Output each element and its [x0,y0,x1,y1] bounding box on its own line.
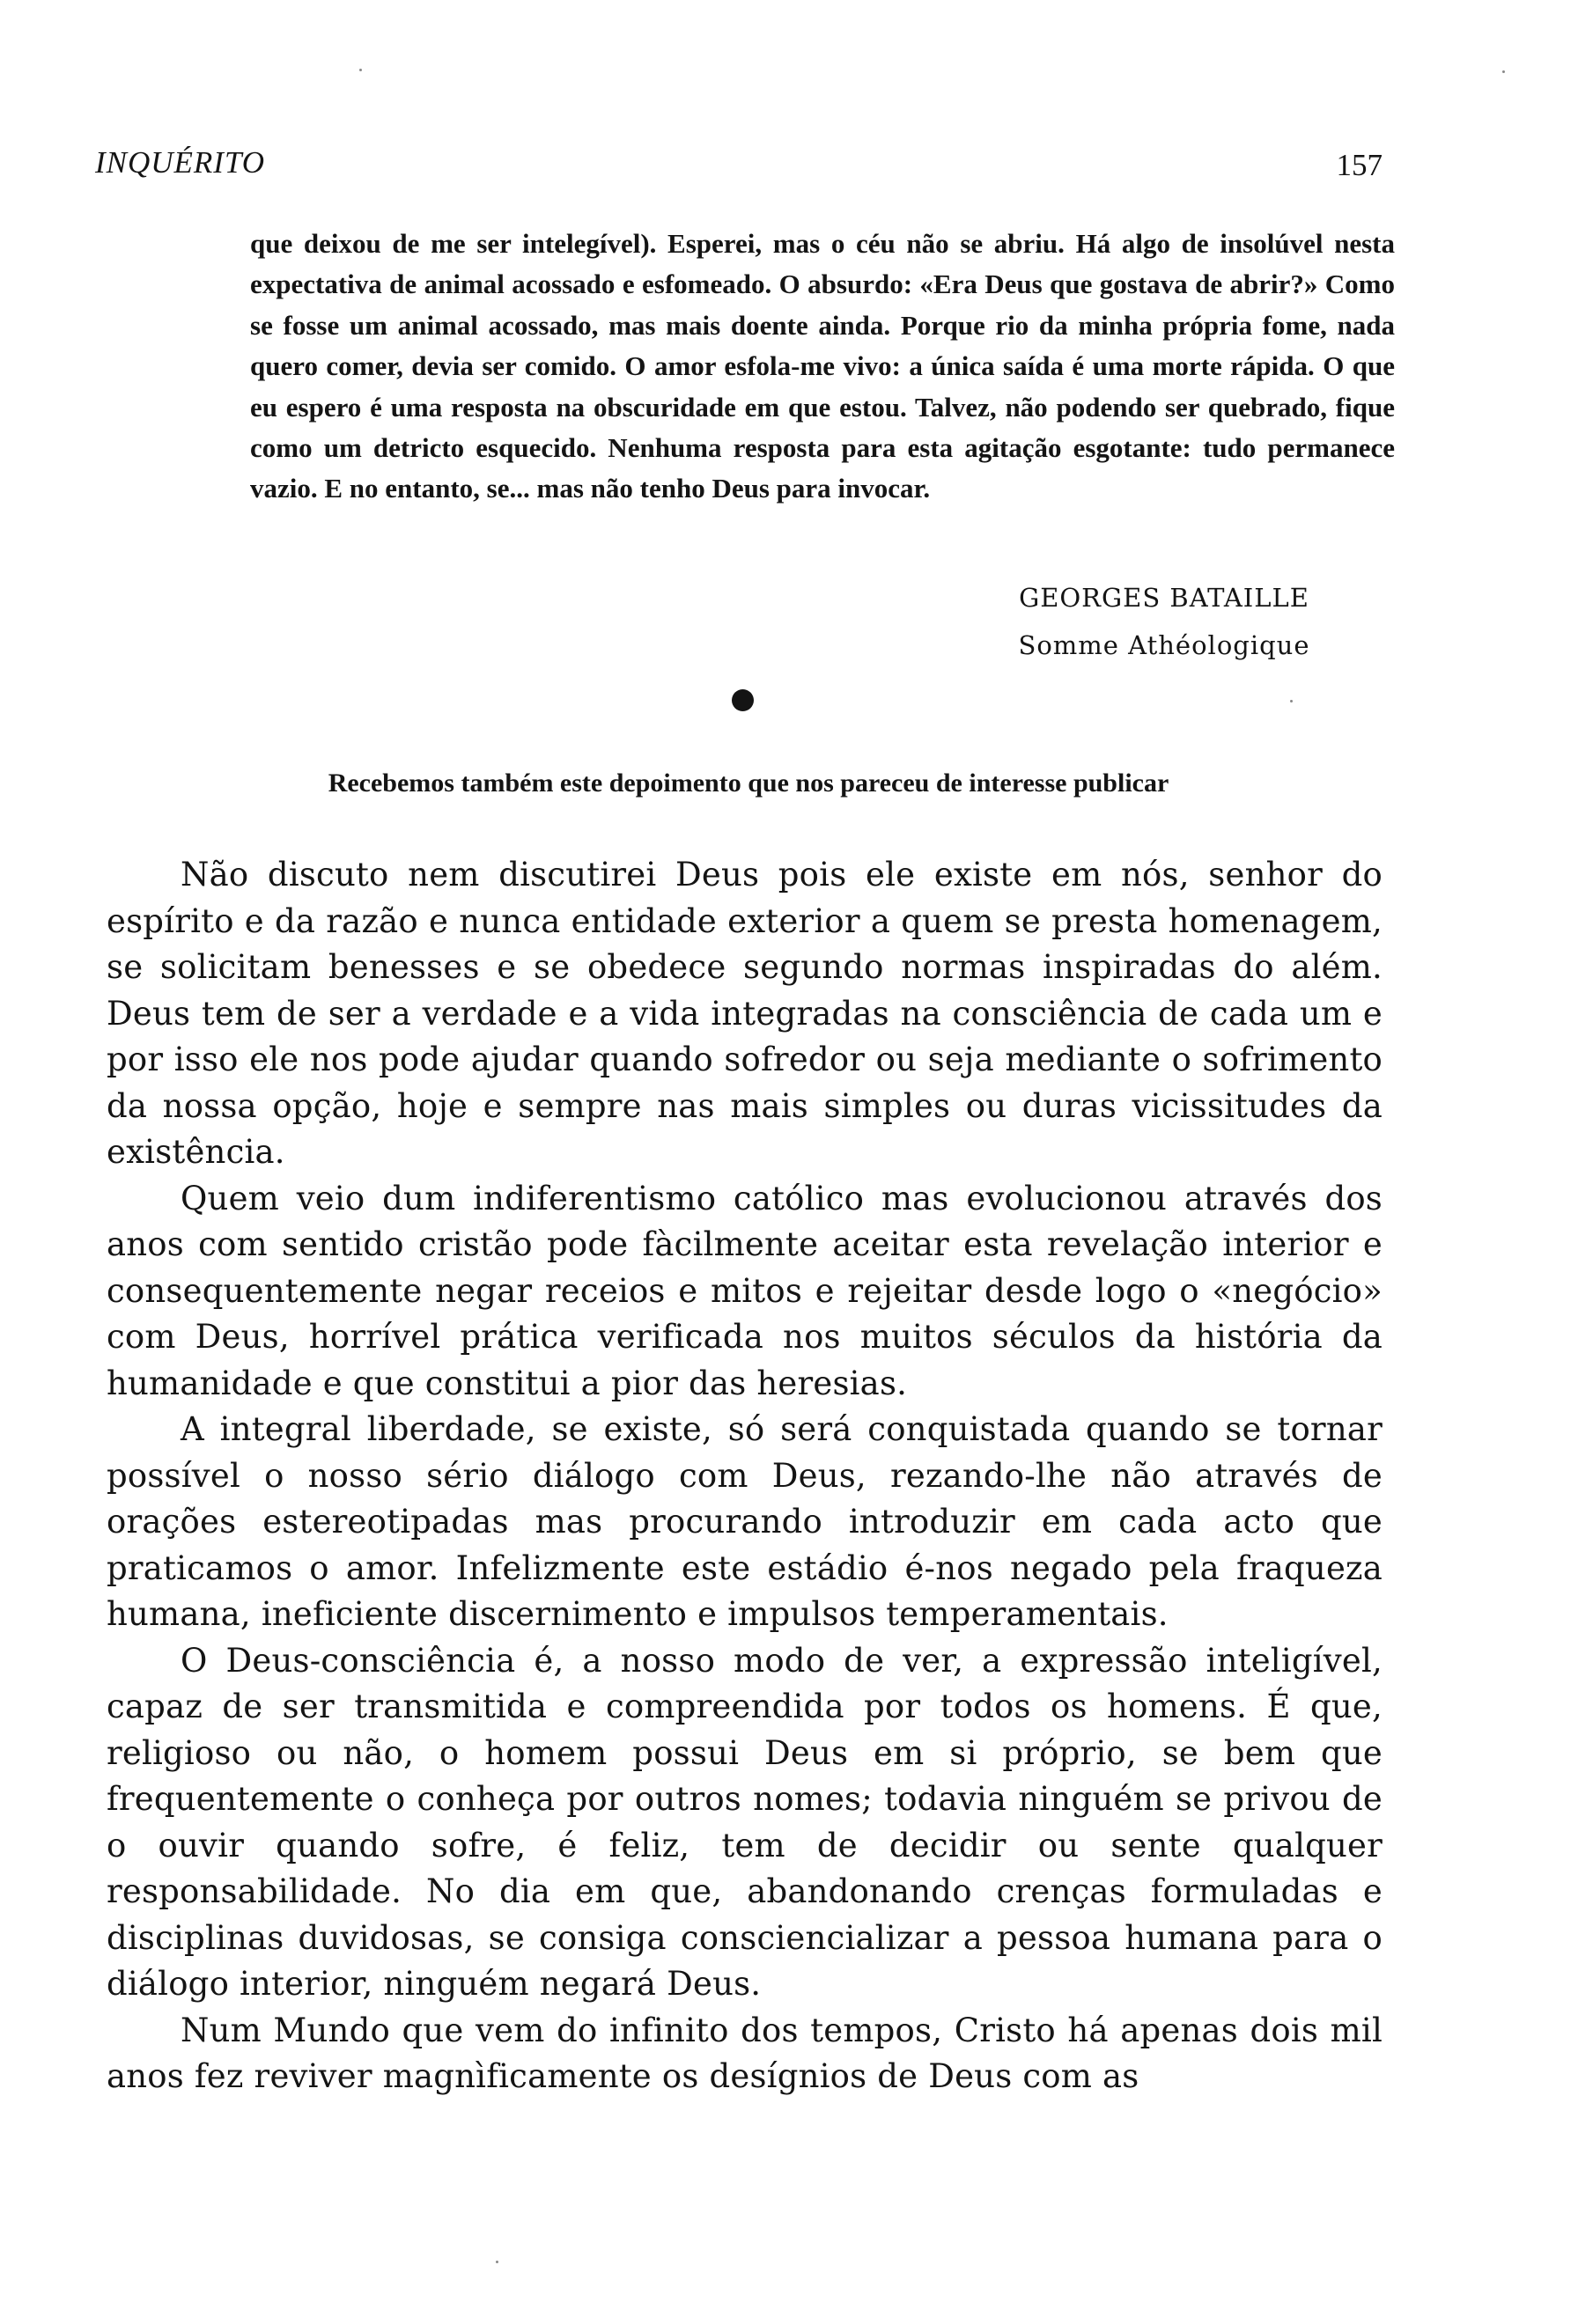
scan-speck [1502,70,1505,73]
running-header-section: INQUÉRITO [95,145,266,180]
paragraph: Não discuto nem discutirei Deus pois ele existe em nós, senhor do espírito e da razão e nunca entidade exterior a quem se presta homenagem, se solicitam benesses e se obedece segundo normas inspiradas do além. Deus tem de ser a verdade e a vida integradas na consciência de cada um e por isso ele nos pode ajudar quando sofredor ou seja mediante o sofrimento da nossa opção, hoje e sempre nas mais simples ou duras vicissitudes da existência. [107,856,1383,1171]
paragraph: A integral liberdade, se existe, só será conquistada quando se tornar possível o nosso sério diálogo com Deus, rezando-lhe não através de orações estereotipadas mas procurando introduzir em cada acto que praticamos o amor. Infelizmente este estádio é-nos negado pela fraqueza humana, ineficiente discernimento e impulsos temperamentais. [107,1410,1383,1633]
paragraph: Quem veio dum indiferentismo católico mas evolucionou através dos anos com sentido cristão pode fàcilmente aceitar esta revelação interior e consequentemente negar receios e mitos e rejeitar desde logo o «negócio» com Deus, horrível prática verificada nos muitos séculos da história da humanidade e que constitui a pior das heresias. [107,1179,1383,1402]
scan-speck [359,69,362,71]
attribution-author: GEORGES BATAILLE [1019,583,1309,613]
section-intro: Recebemos também este depoimento que nos pareceu de interesse publicar [328,769,1169,798]
scan-speck [496,2261,498,2263]
paragraph: Num Mundo que vem do infinito dos tempos, Cristo há apenas dois mil anos fez reviver magnìficamente os desígnios de Deus com as [107,2011,1383,2095]
section-separator-bullet [732,689,754,711]
attribution [979,574,1349,669]
scan-speck [1290,700,1293,702]
attribution-work: Somme Athéologique [1018,630,1310,660]
paragraph: O Deus-consciência é, a nosso modo de ver, a expressão inteligível, capaz de ser transmitida e compreendida por todos os homens. É que, religioso ou não, o homem possui Deus em si próprio, se bem que frequentemente o conheça por outros nomes; todavia ninguém se privou de o ouvir quando sofre, é feliz, tem de decidir ou sente qualquer responsabilidade. No dia em que, abandonando crenças formuladas e disciplinas duvidosas, se consiga consciencializar a pessoa humana para o diálogo interior, ninguém negará Deus. [107,1641,1383,2003]
main-text [107,852,1383,2100]
quote-text: que deixou de me ser intelegível). Esperei, mas o céu não se abriu. Há algo de insolúvel nesta expectativa de animal acossado e esfomeado. O absurdo: «Era Deus que gostava de abrir?» Como se fosse um animal acossado, mas mais doente ainda. Porque rio da minha própria fome, nada quero comer, devia ser comido. O amor esfola-me vivo: a única saída é uma morte rápida. O que eu espero é uma resposta na obscuridade em que estou. Talvez, não podendo ser quebrado, fique como um detricto esquecido. Nenhuma resposta para esta agitação esgotante: tudo permanece vazio. E no entanto, se... mas não tenho Deus para invocar. [250,228,1395,504]
page-number: 157 [1336,148,1383,182]
quote-block [250,224,1395,510]
